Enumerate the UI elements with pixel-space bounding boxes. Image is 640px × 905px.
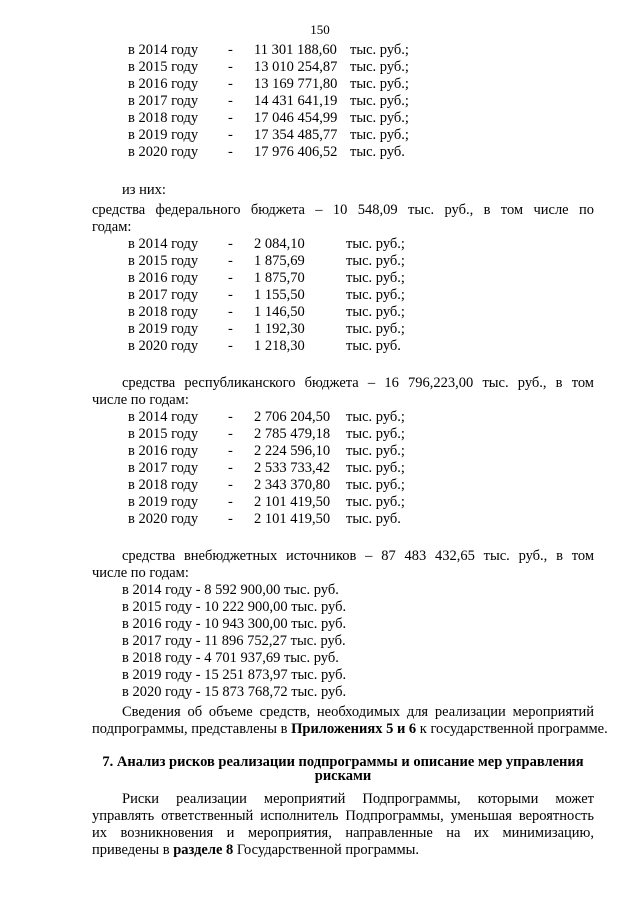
unit-cell: тыс. руб.; (346, 253, 405, 269)
unit-cell: тыс. руб.; (346, 426, 405, 442)
amount-cell: 2 785 479,18 (254, 426, 331, 442)
list-item: в 2018 году - 4 701 937,69 тыс. руб. (122, 650, 339, 666)
federal-intro-line2: годам: (92, 219, 132, 235)
unit-cell: тыс. руб.; (346, 443, 405, 459)
unit-cell: тыс. руб.; (350, 59, 409, 75)
unit-cell: тыс. руб.; (346, 460, 405, 476)
year-cell: в 2017 году (128, 93, 199, 109)
risk-text-end: Государственной программы. (233, 842, 420, 858)
amount-cell: 17 354 485,77 (254, 127, 338, 143)
unit-cell: тыс. руб.; (346, 270, 405, 286)
year-cell: в 2019 году (128, 127, 199, 143)
unit-cell: тыс. руб.; (346, 409, 405, 425)
amount-cell: 1 155,50 (254, 287, 305, 303)
year-cell: в 2019 году (128, 321, 199, 337)
amount-cell: 2 533 733,42 (254, 460, 331, 476)
year-cell: в 2015 году (128, 253, 199, 269)
year-cell: в 2015 году (128, 426, 199, 442)
dash: - (228, 76, 233, 92)
dash: - (228, 93, 233, 109)
amount-cell: 2 343 370,80 (254, 477, 331, 493)
unit-cell: тыс. руб. (346, 511, 401, 527)
dash: - (228, 236, 233, 252)
unit-cell: тыс. руб.; (346, 304, 405, 320)
list-item: в 2017 году - 11 896 752,27 тыс. руб. (122, 633, 346, 649)
amount-cell: 2 224 596,10 (254, 443, 331, 459)
dash: - (228, 42, 233, 58)
dash: - (228, 443, 233, 459)
amount-cell: 17 976 406,52 (254, 144, 338, 160)
info-text: подпрограммы, представлены в (92, 721, 292, 737)
risk-para-line1: Риски реализации мероприятий Подпрограммы, которыми может (122, 791, 594, 807)
dash: - (228, 304, 233, 320)
dash: - (228, 127, 233, 143)
unit-cell: тыс. руб.; (350, 127, 409, 143)
year-cell: в 2018 году (128, 304, 199, 320)
amount-cell: 17 046 454,99 (254, 110, 338, 126)
year-cell: в 2014 году (128, 409, 199, 425)
of-them-label: из них: (122, 182, 166, 198)
unit-cell: тыс. руб.; (350, 93, 409, 109)
section-heading-line1: 7. Анализ рисков реализации подпрограммы и описание мер управления (102, 754, 584, 770)
risk-para-line4 (92, 842, 419, 859)
risk-para-line2: управлять ответственный исполнитель Подпрограммы, уменьшая вероятность (92, 808, 594, 824)
info-line2 (92, 721, 608, 738)
list-item: в 2019 году - 15 251 873,97 тыс. руб. (122, 667, 347, 683)
dash: - (228, 477, 233, 493)
appendix-reference: Приложениях 5 и 6 (291, 721, 417, 737)
dash: - (228, 287, 233, 303)
federal-intro-line1: средства федерального бюджета – 10 548,09 тыс. руб., в том числе по (92, 202, 594, 218)
amount-cell: 1 146,50 (254, 304, 305, 320)
unit-cell: тыс. руб.; (346, 494, 405, 510)
dash: - (228, 110, 233, 126)
dash: - (228, 253, 233, 269)
unit-cell: тыс. руб.; (346, 236, 405, 252)
page-number: 150 (310, 22, 330, 37)
amount-cell: 2 101 419,50 (254, 494, 331, 510)
amount-cell: 2 084,10 (254, 236, 305, 252)
list-item: в 2016 году - 10 943 300,00 тыс. руб. (122, 616, 347, 632)
dash: - (228, 270, 233, 286)
dash: - (228, 321, 233, 337)
dash: - (228, 59, 233, 75)
year-cell: в 2014 году (128, 236, 199, 252)
unit-cell: тыс. руб.; (346, 477, 405, 493)
dash: - (228, 511, 233, 527)
risk-para-line3: их возникновения и мероприятия, направленные на их минимизацию, (92, 825, 594, 841)
amount-cell: 2 706 204,50 (254, 409, 331, 425)
dash: - (228, 494, 233, 510)
republic-intro-line1: средства республиканского бюджета – 16 796,223,00 тыс. руб., в том (122, 375, 594, 391)
list-item: в 2014 году - 8 592 900,00 тыс. руб. (122, 582, 339, 598)
year-cell: в 2016 году (128, 76, 199, 92)
extrabudget-intro-line2: числе по годам: (92, 565, 189, 581)
year-cell: в 2017 году (128, 460, 199, 476)
year-cell: в 2020 году (128, 511, 199, 527)
amount-cell: 1 192,30 (254, 321, 305, 337)
year-cell: в 2020 году (128, 338, 199, 354)
year-cell: в 2017 году (128, 287, 199, 303)
dash: - (228, 460, 233, 476)
amount-cell: 13 169 771,80 (254, 76, 338, 92)
amount-cell: 1 218,30 (254, 338, 305, 354)
unit-cell: тыс. руб. (350, 144, 405, 160)
republic-intro-line2: числе по годам: (92, 392, 189, 408)
amount-cell: 11 301 188,60 (254, 42, 337, 58)
unit-cell: тыс. руб.; (350, 76, 409, 92)
section-heading (92, 755, 594, 783)
info-text-end: к государственной программе. (416, 721, 608, 737)
section-reference: разделе 8 (173, 842, 234, 858)
year-cell: в 2014 году (128, 42, 199, 58)
unit-cell: тыс. руб.; (346, 287, 405, 303)
unit-cell: тыс. руб.; (350, 110, 409, 126)
dash: - (228, 426, 233, 442)
amount-cell: 1 875,70 (254, 270, 305, 286)
year-cell: в 2018 году (128, 110, 199, 126)
year-cell: в 2020 году (128, 144, 199, 160)
unit-cell: тыс. руб.; (346, 321, 405, 337)
list-item: в 2020 году - 15 873 768,72 тыс. руб. (122, 684, 347, 700)
list-item: в 2015 году - 10 222 900,00 тыс. руб. (122, 599, 347, 615)
year-cell: в 2018 году (128, 477, 199, 493)
amount-cell: 14 431 641,19 (254, 93, 338, 109)
amount-cell: 2 101 419,50 (254, 511, 331, 527)
unit-cell: тыс. руб. (346, 338, 401, 354)
extrabudget-intro-line1: средства внебюджетных источников – 87 483 432,65 тыс. руб., в том (122, 548, 594, 564)
amount-cell: 13 010 254,87 (254, 59, 338, 75)
year-cell: в 2016 году (128, 443, 199, 459)
dash: - (228, 144, 233, 160)
info-line1: Сведения об объеме средств, необходимых для реализации мероприятий (122, 704, 594, 720)
dash: - (228, 338, 233, 354)
year-cell: в 2016 году (128, 270, 199, 286)
dash: - (228, 409, 233, 425)
risk-text: приведены в (92, 842, 174, 858)
year-cell: в 2015 году (128, 59, 199, 75)
section-heading-line2: рисками (314, 768, 372, 784)
year-cell: в 2019 году (128, 494, 199, 510)
unit-cell: тыс. руб.; (350, 42, 409, 58)
amount-cell: 1 875,69 (254, 253, 305, 269)
